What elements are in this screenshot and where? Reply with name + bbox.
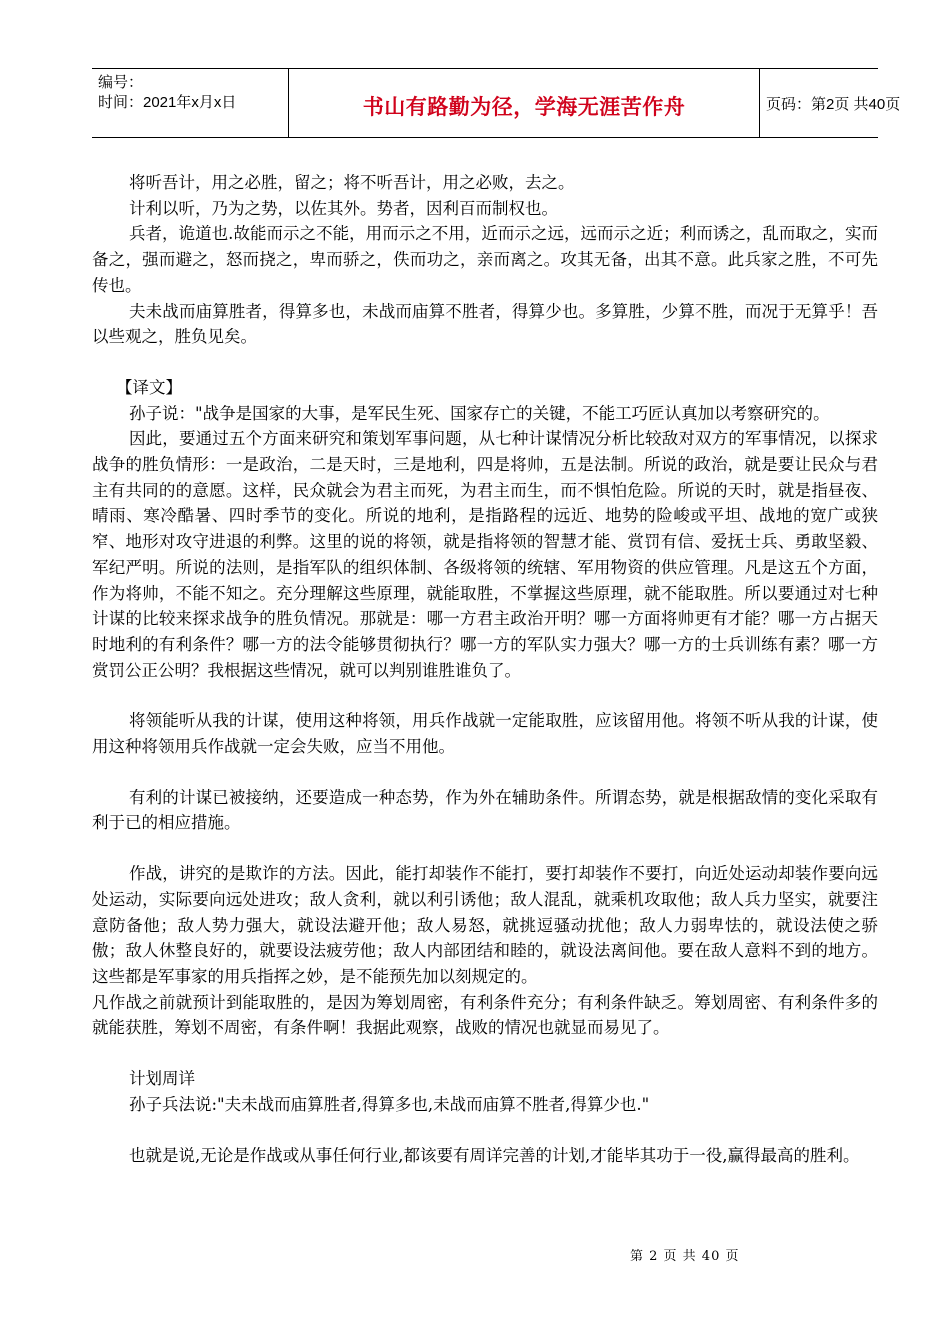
page-header (92, 68, 901, 138)
paragraph: 也就是说,无论是作战或从事任何行业,都该要有周详完善的计划,才能毕其功于一役,赢得最高的胜利。 (129, 1145, 860, 1165)
spacer (92, 760, 878, 785)
paragraph: 孙子兵法说:"夫未战而庙算胜者,得算多也,未战而庙算不胜者,得算少也." (129, 1094, 650, 1114)
time-label: 时间：2021年x月x日 (98, 94, 237, 111)
spacer (92, 350, 878, 375)
spacer (92, 683, 878, 708)
document-body (92, 170, 878, 1168)
header-page-cell (760, 69, 901, 137)
motto: 书山有路勤为径，学海无涯苦作舟 (362, 95, 686, 119)
header-motto-cell (288, 69, 760, 137)
paragraph: 将领能听从我的计谋，使用这种将领，用兵作战就一定能取胜，应该留用他。将领不听从我的计谋，使用这种将领用兵作战就一定会失败，应当不用他。 (92, 711, 878, 757)
paragraph: 凡作战之前就预计到能取胜的，是因为筹划周密，有利条件充分；有利条件缺乏。筹划周密、有利条件多的就能获胜，筹划不周密，有条件啊！我据此观察，战败的情况也就显而易见了。 (92, 992, 878, 1038)
header-page-label: 页码：第2页 共40页 (766, 96, 901, 113)
section-heading: 计划周详 (129, 1069, 195, 1089)
paragraph: 兵者，诡道也.故能而示之不能，用而示之不用，近而示之远，远而示之近；利而诱之，乱而取之，实而备之，强而避之，怒而挠之，卑而骄之，佚而功之，亲而离之。攻其无备，出其不意。此兵家之胜，不可先传也。 (92, 224, 878, 295)
paragraph: 有利的计谋已被接纳，还要造成一种态势，作为外在辅助条件。所谓态势，就是根据敌情的变化采取有利于已的相应措施。 (92, 787, 878, 833)
section-heading: 【译文】 (116, 377, 182, 397)
number-label: 编号： (98, 74, 144, 91)
paragraph: 作战，讲究的是欺诈的方法。因此，能打却装作不能打，要打却装作不要打，向近处运动却装作要向远处运动，实际要向远处进攻；敌人贪利，就以利引诱他；敌人混乱，就乘机攻取他；敌人兵力坚实，就要注意防备他；敌人势力强大，就设法避开他；敌人易怒，就挑逗骚动扰他；敌人力弱卑怯的，就设法使之骄傲；敌人休整良好的，就要设法疲劳他；敌人内部团结和睦的，就设法离间他。要在敌人意料不到的地方。这些都是军事家的用兵指挥之妙，是不能预先加以刻规定的。 (92, 864, 878, 986)
spacer (92, 1041, 878, 1066)
spacer (92, 836, 878, 861)
paragraph: 计利以听，乃为之势，以佐其外。势者，因利百而制权也。 (129, 198, 558, 218)
header-info-cell (92, 69, 288, 137)
paragraph: 将听吾计，用之必胜，留之；将不听吾计，用之必败，去之。 (129, 173, 575, 192)
paragraph: 孙子说："战争是国家的大事，是军民生死、国家存亡的关键，不能工巧匠认真加以考察研究的。 (129, 403, 830, 423)
spacer (92, 1118, 878, 1143)
paragraph: 因此，要通过五个方面来研究和策划军事问题，从七种计谋情况分析比较敌对双方的军事情况，以探求战争的胜负情形：一是政治，二是天时，三是地利，四是将帅，五是法制。所说的政治，就是要让民众与君主有共同的的意愿。这样，民众就会为君主而死，为君主而生，而不惧怕危险。所说的天时，就是指昼夜、晴雨、寒冷酷暑、四时季节的变化。所说的地利，是指路程的远近、地势的险峻或平坦、战地的宽广或狭窄、地形对攻守进退的利弊。这里的说的将领，就是指将领的智慧才能、赏罚有信、爱抚士兵、勇敢坚毅、军纪严明。所说的法则，是指军队的组织体制、各级将领的统辖、军用物资的供应管理。凡是这五个方面，作为将帅，不能不知之。充分理解这些原理，就能取胜，不掌握这些原理，就不能取胜。所以要通过对七种计谋的比较来探求战争的胜负情况。那就是：哪一方君主政治开明？哪一方面将帅更有才能？哪一方占据天时地利的有利条件？哪一方的法令能够贯彻执行？哪一方的军队实力强大？哪一方的士兵训练有素？哪一方赏罚公正公明？我根据这些情况，就可以判别谁胜谁负了。 (92, 429, 878, 680)
page-footer: 第 2 页 共 40 页 (630, 1249, 740, 1264)
paragraph: 夫未战而庙算胜者，得算多也，未战而庙算不胜者，得算少也。多算胜，少算不胜，而况于无算乎！吾以些观之，胜负见矣。 (92, 301, 878, 347)
